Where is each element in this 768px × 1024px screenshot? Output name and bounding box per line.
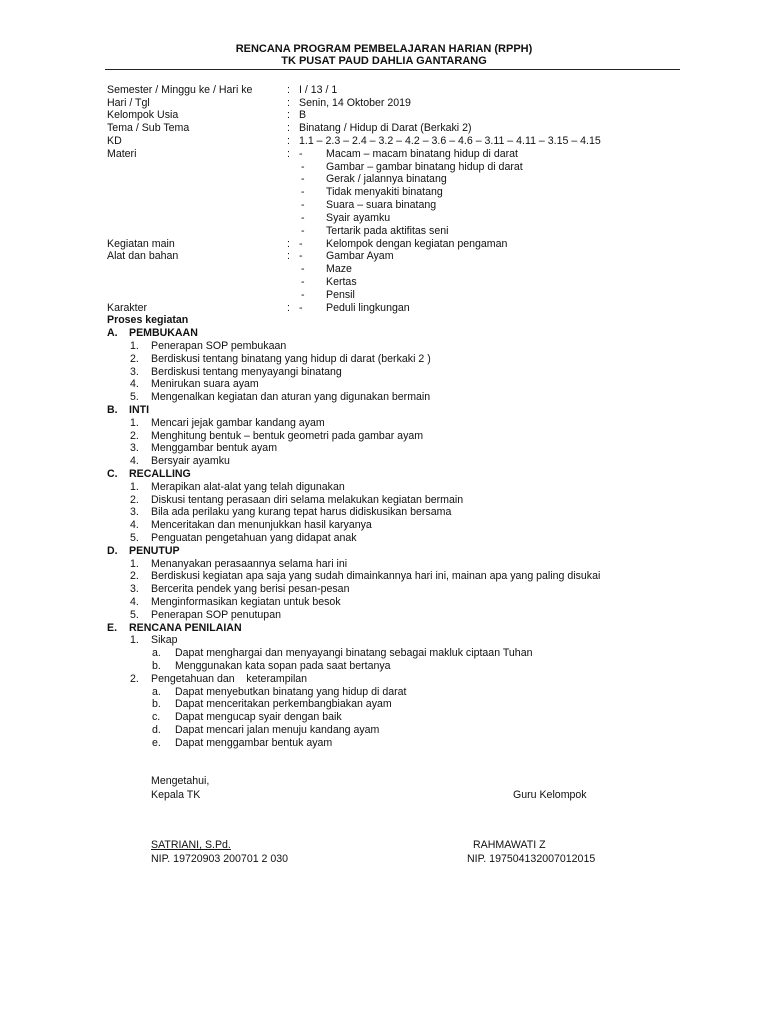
list-number: 4. bbox=[130, 596, 139, 608]
bullet-dash: - bbox=[301, 263, 305, 275]
alat-bahan-label: Alat dan bahan bbox=[107, 250, 179, 262]
info-label: Hari / Tgl bbox=[107, 97, 150, 109]
section-title: PEMBUKAAN bbox=[129, 327, 198, 339]
list-number: 4. bbox=[130, 378, 139, 390]
list-item: Penerapan SOP pembukaan bbox=[151, 340, 287, 352]
karakter-label: Karakter bbox=[107, 302, 148, 314]
list-item: Berdiskusi kegiatan apa saja yang sudah dimainkannya hari ini, mainan apa yang paling disukai bbox=[151, 570, 601, 582]
info-colon: : bbox=[287, 109, 290, 121]
bullet-dash: - bbox=[301, 199, 305, 211]
mengetahui-label: Mengetahui, bbox=[151, 775, 210, 787]
info-colon: : bbox=[287, 148, 290, 160]
sub-item: Dapat menghargai dan menyayangi binatang sebagai makluk ciptaan Tuhan bbox=[175, 647, 533, 659]
document-subtitle: TK PUSAT PAUD DAHLIA GANTARANG bbox=[281, 55, 487, 67]
list-number: 3. bbox=[130, 506, 139, 518]
alat-bahan-item: Pensil bbox=[326, 289, 355, 301]
info-label: KD bbox=[107, 135, 122, 147]
list-number: 5. bbox=[130, 532, 139, 544]
alat-bahan-item: Maze bbox=[326, 263, 352, 275]
section-letter: D. bbox=[107, 545, 118, 557]
list-item: Berdiskusi tentang menyayangi binatang bbox=[151, 366, 342, 378]
list-number: 4. bbox=[130, 519, 139, 531]
bullet-dash: - bbox=[301, 289, 305, 301]
sub-item: Dapat mencari jalan menuju kandang ayam bbox=[175, 724, 380, 736]
sub-letter: d. bbox=[152, 724, 161, 736]
info-colon: : bbox=[287, 250, 290, 262]
sub-item: Dapat menggambar bentuk ayam bbox=[175, 737, 333, 749]
bullet-dash: - bbox=[299, 302, 303, 314]
info-label: Kelompok Usia bbox=[107, 109, 179, 121]
materi-item: Macam – macam binatang hidup di darat bbox=[326, 148, 518, 160]
materi-item: Tidak menyakiti binatang bbox=[326, 186, 443, 198]
info-colon: : bbox=[287, 84, 290, 96]
bullet-dash: - bbox=[301, 276, 305, 288]
info-value: B bbox=[299, 109, 307, 121]
sub-letter: a. bbox=[152, 647, 161, 659]
bullet-dash: - bbox=[299, 238, 303, 250]
section-title: RENCANA PENILAIAN bbox=[129, 622, 242, 634]
alat-bahan-item: Gambar Ayam bbox=[326, 250, 394, 262]
bullet-dash: - bbox=[299, 250, 303, 262]
section-letter: B. bbox=[107, 404, 118, 416]
list-item: Bercerita pendek yang berisi pesan-pesan bbox=[151, 583, 350, 595]
section-letter: E. bbox=[107, 622, 118, 634]
sub-item: Dapat menyebutkan binatang yang hidup di darat bbox=[175, 686, 407, 698]
list-item: Bila ada perilaku yang kurang tepat harus didiskusikan bersama bbox=[151, 506, 452, 518]
list-item: Menggambar bentuk ayam bbox=[151, 442, 278, 454]
list-number: 1. bbox=[130, 634, 139, 646]
list-number: 2. bbox=[130, 494, 139, 506]
list-item: Penerapan SOP penutupan bbox=[151, 609, 281, 621]
proses-kegiatan-heading: Proses kegiatan bbox=[107, 314, 189, 326]
info-colon: : bbox=[287, 238, 290, 250]
list-number: 3. bbox=[130, 583, 139, 595]
list-number: 1. bbox=[130, 417, 139, 429]
info-label: Tema / Sub Tema bbox=[107, 122, 190, 134]
kepala-nip: NIP. 19720903 200701 2 030 bbox=[151, 853, 289, 865]
header-divider bbox=[105, 69, 680, 70]
list-item: Menginformasikan kegiatan untuk besok bbox=[151, 596, 341, 608]
bullet-dash: - bbox=[299, 148, 303, 160]
guru-nip: NIP. 197504132007012015 bbox=[467, 853, 596, 865]
list-number: 3. bbox=[130, 366, 139, 378]
materi-item: Suara – suara binatang bbox=[326, 199, 437, 211]
list-item: Mengenalkan kegiatan dan aturan yang digunakan bermain bbox=[151, 391, 431, 403]
document-title: RENCANA PROGRAM PEMBELAJARAN HARIAN (RPPH) bbox=[235, 43, 533, 55]
list-item: Mencari jejak gambar kandang ayam bbox=[151, 417, 325, 429]
guru-name: RAHMAWATI Z bbox=[473, 839, 546, 851]
info-value: I / 13 / 1 bbox=[299, 84, 338, 96]
list-number: 2. bbox=[130, 430, 139, 442]
karakter-item: Peduli lingkungan bbox=[326, 302, 410, 314]
sub-letter: e. bbox=[152, 737, 161, 749]
sub-letter: b. bbox=[152, 698, 161, 710]
sub-item: Menggunakan kata sopan pada saat bertanya bbox=[175, 660, 391, 672]
kepala-name: SATRIANI, S.Pd. bbox=[151, 839, 231, 851]
list-item: Menceritakan dan menunjukkan hasil karyanya bbox=[151, 519, 372, 531]
list-number: 2. bbox=[130, 673, 139, 685]
sub-letter: b. bbox=[152, 660, 161, 672]
info-label: Semester / Minggu ke / Hari ke bbox=[107, 84, 253, 96]
sub-item: Dapat menceritakan perkembangbiakan ayam bbox=[175, 698, 392, 710]
list-item: Diskusi tentang perasaan diri selama melakukan kegiatan bermain bbox=[151, 494, 464, 506]
list-number: 2. bbox=[130, 570, 139, 582]
list-number: 5. bbox=[130, 391, 139, 403]
bullet-dash: - bbox=[301, 186, 305, 198]
list-number: 1. bbox=[130, 340, 139, 352]
section-title: RECALLING bbox=[129, 468, 191, 480]
bullet-dash: - bbox=[301, 212, 305, 224]
materi-item: Syair ayamku bbox=[326, 212, 391, 224]
list-number: 5. bbox=[130, 609, 139, 621]
info-colon: : bbox=[287, 135, 290, 147]
sub-letter: a. bbox=[152, 686, 161, 698]
list-item: Menirukan suara ayam bbox=[151, 378, 259, 390]
materi-item: Gambar – gambar binatang hidup di darat bbox=[326, 161, 523, 173]
list-number: 2. bbox=[130, 353, 139, 365]
guru-role: Guru Kelompok bbox=[513, 789, 587, 801]
sub-letter: c. bbox=[152, 711, 161, 723]
list-item: Menghitung bentuk – bentuk geometri pada gambar ayam bbox=[151, 430, 424, 442]
info-value: Binatang / Hidup di Darat (Berkaki 2) bbox=[299, 122, 472, 134]
penilaian-group-title: Pengetahuan dan keterampilan bbox=[151, 673, 308, 685]
list-item: Menanyakan perasaannya selama hari ini bbox=[151, 558, 348, 570]
materi-item: Tertarik pada aktifitas seni bbox=[326, 225, 449, 237]
list-number: 4. bbox=[130, 455, 139, 467]
section-letter: C. bbox=[107, 468, 118, 480]
alat-bahan-item: Kertas bbox=[326, 276, 357, 288]
info-value: 1.1 – 2.3 – 2.4 – 3.2 – 4.2 – 3.6 – 4.6 – 3.11 – 4.11 – 3.15 – 4.15 bbox=[299, 135, 601, 147]
list-item: Bersyair ayamku bbox=[151, 455, 230, 467]
section-title: INTI bbox=[129, 404, 150, 416]
info-colon: : bbox=[287, 97, 290, 109]
bullet-dash: - bbox=[301, 173, 305, 185]
bullet-dash: - bbox=[301, 225, 305, 237]
kegiatan-main-item: Kelompok dengan kegiatan pengaman bbox=[326, 238, 508, 250]
section-letter: A. bbox=[107, 327, 118, 339]
bullet-dash: - bbox=[301, 161, 305, 173]
sub-item: Dapat mengucap syair dengan baik bbox=[175, 711, 342, 723]
info-colon: : bbox=[287, 302, 290, 314]
list-item: Merapikan alat-alat yang telah digunakan bbox=[151, 481, 345, 493]
penilaian-group-title: Sikap bbox=[151, 634, 178, 646]
list-number: 1. bbox=[130, 481, 139, 493]
list-item: Berdiskusi tentang binatang yang hidup di darat (berkaki 2 ) bbox=[151, 353, 431, 365]
materi-label: Materi bbox=[107, 148, 137, 160]
section-title: PENUTUP bbox=[129, 545, 180, 557]
list-item: Penguatan pengetahuan yang didapat anak bbox=[151, 532, 357, 544]
list-number: 3. bbox=[130, 442, 139, 454]
kepala-role: Kepala TK bbox=[151, 789, 201, 801]
info-value: Senin, 14 Oktober 2019 bbox=[299, 97, 411, 109]
info-colon: : bbox=[287, 122, 290, 134]
list-number: 1. bbox=[130, 558, 139, 570]
kegiatan-main-label: Kegiatan main bbox=[107, 238, 175, 250]
materi-item: Gerak / jalannya binatang bbox=[326, 173, 447, 185]
